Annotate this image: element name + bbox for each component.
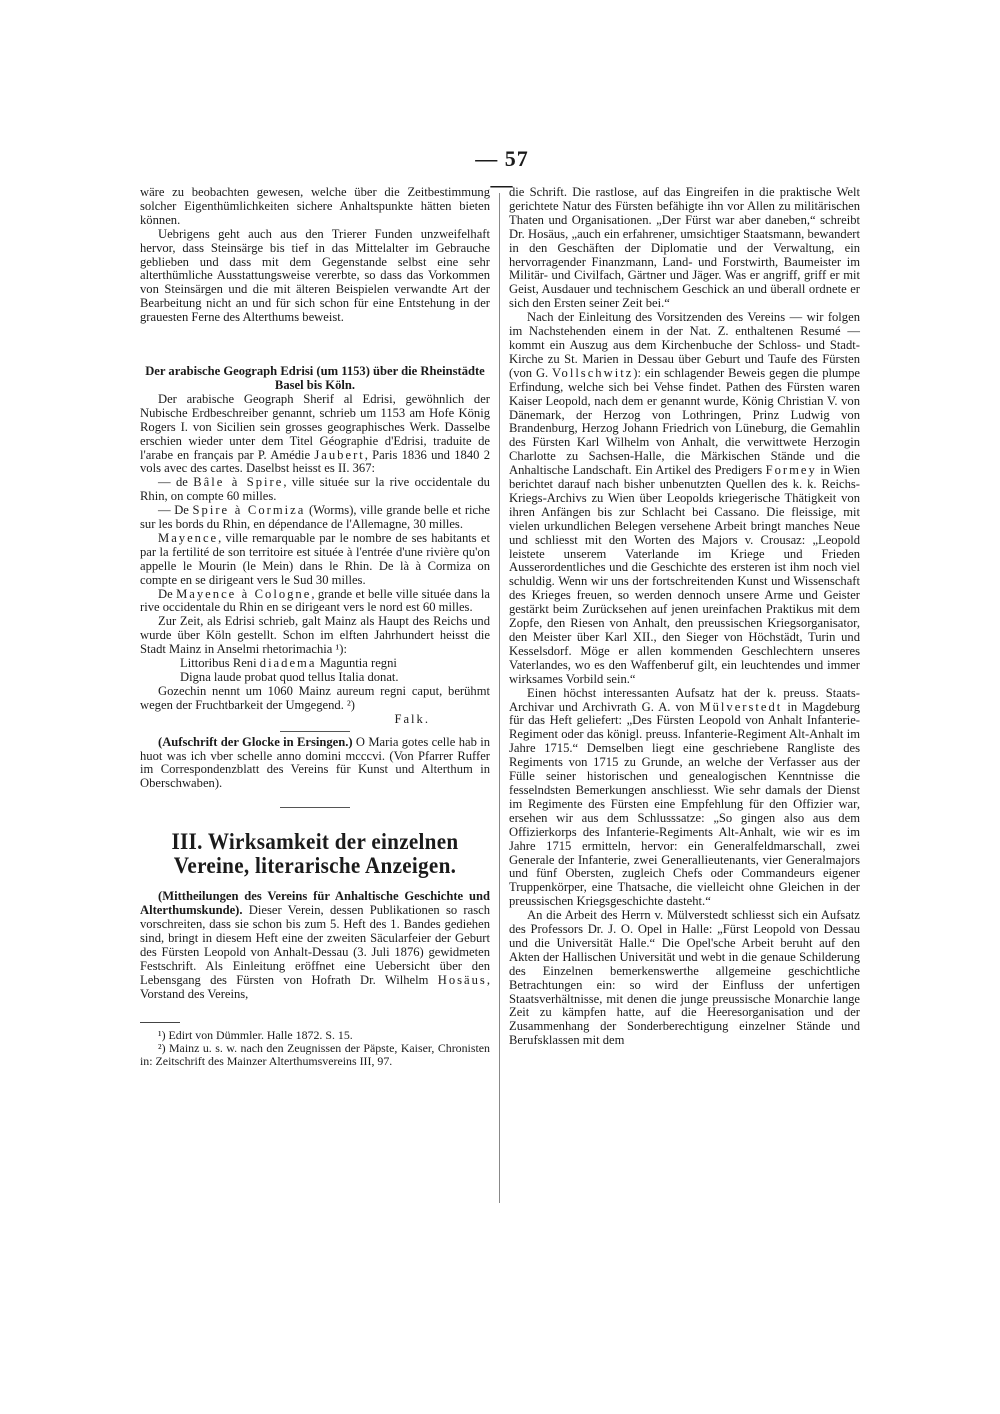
paragraph-mittheilungen bbox=[140, 890, 490, 1001]
article-heading-edrisi: Der arabische Geograph Edrisi (um 1153) über die Rheinstädte Basel bis Köln. bbox=[145, 364, 485, 392]
text: Der arabische Geograph Sherif al Edrisi, gewöhnlich der Nubische Erdbeschreiber genannt, schrieb um 1153 am Hofe König Rogers I. von Sicilien sein grosses geographisches Werk. Dasselbe erschien wieder unter dem Titel Géographie d'Edrisi, traduite de l'arabe en français par P. Amédie bbox=[140, 391, 490, 462]
text: ): ein schlagender Beweis gegen die plumpe Erfindung, welche sich bei Vehse findet. Pathen des Fürsten waren Kaiser Leopold, nach dem er genannt wurde, König Christian V. von Dänemark, der Herzog von Lothringen, Prinz Ludwig von Brandenburg, Herzog Johann Friedrich von Lüneburg, die Gemahlin des Fürsten Karl Wilhelm von Anhalt, die verwittwete Herzogin Charlotte zu Sachsen-Halle, die Märkischen Stände und die Anhaltische Landschaft. Ein Artikel des Predigers bbox=[509, 365, 860, 478]
spacer bbox=[140, 325, 490, 365]
column-divider bbox=[499, 193, 500, 1203]
verse-line: Digna laude probat quod tellus Italia donat. bbox=[180, 670, 399, 684]
paragraph bbox=[509, 687, 860, 910]
author-name: Hosäus bbox=[437, 972, 487, 987]
text: — De bbox=[158, 503, 189, 518]
paragraph: An die Arbeit des Herrn v. Mülverstedt schliesst sich ein Aufsatz des Professors Dr. J. O. Opel in Halle: „Fürst Leopold von Dessau und die Universität Halle.“ Die Opel'sche Arbeit beruht auf den Akten der Hallischen Universität und webt in die genaue Schilderung des Einzelnen bemerkenswerthe allgemeine geschichtliche Betrachtungen ein: so wird der Einfluss der unfertigen Staatsverhältnisse, mit denen die junge preussische Monarchie lange Zeit zu kämpfen hatte, auf die Heeresorganisation und der Zusammenhang der Sonderberechtigung einzelner Stände und Berufsklassen mit dem bbox=[509, 908, 860, 1048]
footnote-2: ²) Mainz u. s. w. nach den Zeugnissen der Päpste, Kaiser, Chronisten in: Zeitschrift des Mainzer Alterthumsvereins III, 97. bbox=[140, 1040, 490, 1068]
french-quote bbox=[140, 588, 490, 616]
text: , Vorstand des Vereins, bbox=[140, 972, 490, 1001]
paragraph: Zur Zeit, als Edrisi schrieb, galt Mainz als Haupt des Reichs und wurde über Köln gestellt. Schon im elften Jahrhundert heisst die Stadt Mainz in Anselmi rhetorimachia ¹): bbox=[140, 614, 490, 657]
text: Littoribus Reni bbox=[180, 656, 257, 671]
page-number: — 57 — bbox=[475, 146, 529, 197]
author-name: Mülverstedt bbox=[699, 699, 783, 714]
verse-line bbox=[140, 657, 490, 671]
text: Einen höchst interessanten Aufsatz hat der k. preuss. Staats-Archivar und Archivrath G. A. von bbox=[509, 685, 860, 714]
signature: Falk. bbox=[394, 711, 430, 726]
divider bbox=[280, 807, 350, 808]
text: diadema bbox=[259, 656, 317, 671]
place-name: Mayence bbox=[158, 530, 219, 545]
place-name: Mayence à Cologne bbox=[176, 586, 312, 601]
place-name: Bâle à Spire bbox=[193, 475, 284, 490]
text: (Worms), ville grande belle et riche sur les bords du Rhin, en dépendance de l'Allemagne, 30 milles. bbox=[140, 503, 490, 532]
text: Dieser Verein, dessen Publikationen so rasch vorschreiten, dass sie schon bis zum 5. Heft des 1. Bandes gediehen sind, bringt in diesem Heft eine der zweiten Säcularfeier der Geburt des Fürsten Leopold von Anhalt-Dessau (3. Juli 1876) gewidmeten Festschrift. Als Einleitung eröffnet eine Uebersicht über den Lebensgang des Fürsten von Hofrath Dr. Wilhelm bbox=[140, 903, 491, 987]
text: Maguntia regni bbox=[319, 656, 397, 671]
author-name: Jaubert bbox=[314, 447, 365, 462]
text: in Magdeburg für das Heft geliefert: „Des Fürsten Leopold von Anhalt Infanterie-Regiment oder das königl. preuss. Infanterie-Regiment Alt-Anhalt im Jahre 1715.“ Demselben liegt eine geschriebene Rangliste des Regiments von 1715 zu Grunde, an welche der Verfasser aus der Fülle seiner historischen und genealogischen Kenntnisse die fesselndsten Bemerkungen anschliesst. Wie sehr damals der Dienst im Regimente des Fürsten eine Empfehlung für den Offizier war, ersehen wir aus dem Schlusssatze: „So gingen also aus dem Offizierkorps des Infanterie-Regiments Alt-Anhalt, wie wir es im Jahre 1715 ermitteln, hervor: ein Generalfeldmarschall, zwei Generale der Infanterie, zwei Generallieutenants, vier Generalmajors und fünf Obersten, zugleich Chefs oder Commandeurs eigener Truppenkörper, eine Thatsache, die vielleicht ohne Gleichen in der preussischen Kriegsgeschichte dasteht.“ bbox=[509, 699, 860, 909]
french-quote bbox=[140, 532, 490, 588]
paragraph bbox=[509, 311, 860, 686]
text: — de bbox=[158, 475, 188, 490]
bold-lead: (Mittheilungen des Vereins für Anhaltische Geschichte und Alterthumskunde). bbox=[140, 889, 490, 918]
paragraph-glocke bbox=[140, 736, 490, 792]
text: , ville située sur la rive occidentale du Rhin, on compte 60 milles. bbox=[140, 475, 490, 504]
text: De bbox=[158, 586, 173, 601]
footnote-rule bbox=[140, 1022, 180, 1023]
paragraph bbox=[140, 393, 490, 476]
footnote-1: ¹) Edirt von Dümmler. Halle 1872. S. 15. bbox=[158, 1027, 353, 1042]
text: O Maria gotes celle hab in huot was ich vber schelle anno domini mcccvi. (Von Pfarrer Ruffer im Correspondenzblatt des Vereins für Kunst und Alterthum in Oberschwaben). bbox=[140, 734, 490, 791]
french-quote bbox=[140, 504, 490, 532]
paragraph: wäre zu beobachten gewesen, welche über die Zeitbestimmung solcher Eigenthümlichkeiten sichere Anhaltspunkte hätten bieten können. bbox=[140, 185, 490, 227]
section-title: III. Wirksamkeit der einzelnen Vereine, literarische Anzeigen. bbox=[171, 829, 459, 879]
spacer bbox=[140, 1002, 490, 1022]
paragraph: die Schrift. Die rastlose, auf das Eingreifen in die praktische Welt gerichtete Natur des Fürsten befähigte ihn vor Allen zu militärischen Thaten und Organisationen. „Der Fürst war aber daneben,“ schreibt Dr. Hosäus, „auch ein erfahrener, umsichtiger Staatsmann, bewandert in den Geschäften der Diplomatie und der Verwaltung, ein hervorragender Finanzmann, Land- und Forstwirth, Baumeister im Militär- und Civilfach, Gärtner und Jäger. Was er angriff, griff er mit Geist, Ausdauer und technischem Geschick an und überall ordnete er sich den Ersten seiner Zeit bei.“ bbox=[509, 185, 860, 311]
french-quote bbox=[140, 476, 490, 504]
right-column bbox=[509, 186, 860, 1048]
text: in Wien berichtet darauf nach bisher unbenutzten Quellen des k. k. Reichs-Kriegs-Archivs zu Wien über Leopolds kriegerische Thätigkeit von ihren Anfängen bis zur Schlacht bei Cassano. Die fleissige, mit vielen urkundlichen Belegen versehene Arbeit bringt manches Neue und schliesst mit den Worten des Majors v. Crousaz: „Leopold leistete unserem Vaterlande im Kriege und Frieden Ausserordentliches und die Geschichte des ersteren ist ihm noch viel schuldig. Wenn wir uns der fortschreitenden Kunst und Wissenschaft des Krieges freuen, so werden dennoch unsere Arme und Geister gestärkt beim Zurücksehen auf jenen ureinfachen Praktikus mit dem Zopfe, den Riesen von Anhalt, den preussischen Kriegsorganisator, den Meister über Karl XII., den Sieger von Höchstädt, Turin und Kesselsdorf. Möge er allen kommenden Geschlechtern unseres Vaterlandes, wo es den Waffenberuf gilt, ein leuchtendes und immer wirksames Vorbild sein.“ bbox=[509, 463, 861, 686]
text: , grande et belle ville située dans la rive occidentale du Rhin en se dirigeant vers le nord est 60 milles. bbox=[140, 586, 490, 615]
text: Nach der Einleitung des Vorsitzenden des Vereins — wir folgen im Nachstehenden einem in der Nat. Z. enthaltenen Resumé — kommt ein Auszug aus dem Kirchenbuche der Schloss- und Stadt-Kirche zu St. Marien in Dessau über Geburt und Taufe des Fürsten (von G. bbox=[509, 310, 860, 380]
paragraph: Uebrigens geht auch aus den Trierer Funden unzweifelhaft hervor, dass Steinsärge bis tief in das Mittelalter im Gebrauche geblieben und dass mit dem Gegenstande selbst eine sehr alterthümliche Ausstattungsweise vererbte, so dass das Vorkommen von Steinsärgen und die mit älteren Beispielen verwandte Art der Bearbeitung nicht an und für sich schon für eine Entstehung in der grauesten Ferne des Alterthums beweist. bbox=[140, 226, 490, 325]
author-name: Formey bbox=[765, 463, 817, 478]
text: , Paris 1836 und 1840 2 vols avec des cartes. Daselbst heisst es II. 367: bbox=[140, 447, 490, 476]
divider bbox=[280, 731, 350, 732]
author-name: Vollschwitz bbox=[552, 365, 634, 380]
text: , ville remarquable par le nombre de ses habitants et par la fertilité de son territoire est située à l'entrée d'une rivière qu'on appelle le Mourin (le Mein) dans le Rhin. De là à Cormiza on compte en se dirigeant vers le Sud 30 milles. bbox=[140, 530, 490, 587]
left-column bbox=[140, 186, 490, 1068]
paragraph: Gozechin nennt um 1060 Mainz aureum regni caput, berühmt wegen der Fruchtbarkeit der Umgegend. ²) bbox=[140, 683, 490, 712]
bold-lead: (Aufschrift der Glocke in Ersingen.) bbox=[158, 734, 353, 749]
place-name: Spire à Cormiza bbox=[192, 503, 306, 518]
